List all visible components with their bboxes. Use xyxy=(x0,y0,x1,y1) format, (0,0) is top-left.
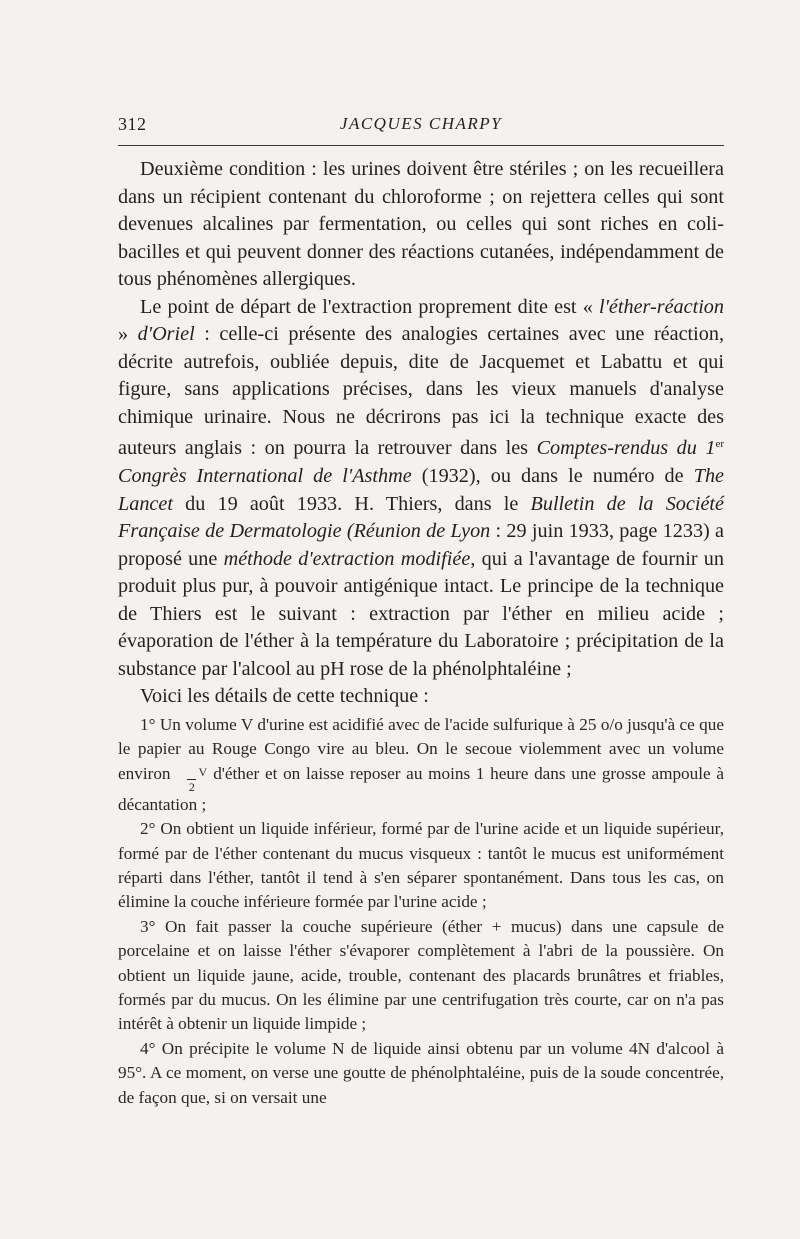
step-1 xyxy=(118,713,724,817)
text-run: : celle-ci présente des analogies certaines avec une réaction, décrite autrefois, oubliée depuis, dite de Jacquemet et Labattu et qui figure, sans applications précises, dans les vieux manuels d'analyse chimique urinaire. Nous ne décrirons pas ici la technique exacte des auteurs anglais : on pourra la retrouver dans les xyxy=(118,323,725,460)
text-run-italic: Bulletin de la Société Française de Dermatologie (Réunion de Lyon xyxy=(118,492,724,543)
fraction-numerator: V xyxy=(198,764,208,779)
technique-steps xyxy=(118,713,724,1110)
page-number: 312 xyxy=(118,114,147,134)
page-header xyxy=(118,114,724,142)
text-run: » xyxy=(118,323,138,346)
text-run: , qui a l'avantage de fournir un produit plus pur, à pouvoir antigénique intact. Le principe de la technique de Thiers est le suivant : extraction par l'éther en milieu acide ; évaporation de l'éther à la température du Laboratoire ; précipitation de la substance par l'alcool au pH rose de la phénolphtaléine ; xyxy=(118,547,724,680)
text-run-italic: l'éther-réaction xyxy=(599,295,724,318)
main-text xyxy=(118,156,724,711)
text-run: (1932), ou dans le numéro de xyxy=(411,465,694,488)
text-run-italic: méthode d'extraction modifiée xyxy=(223,547,471,570)
paragraph-3: Voici les détails de cette technique : xyxy=(140,685,429,708)
text-run-italic: d'Oriel xyxy=(137,323,195,346)
text-run: : 29 juin 1933, page 1233) a proposé une xyxy=(118,520,724,570)
superscript: er xyxy=(715,438,724,451)
step-4: 4° On précipite le volume N de liquide ainsi obtenu par un volume 4N d'alcool à 95°. A ce moment, on verse une goutte de phénolphtaléine, puis de la soude concentrée, de façon que, si on versait une xyxy=(118,1038,724,1107)
text-run-italic: Comptes-rendus du 1 xyxy=(536,437,716,460)
paragraph-1: Deuxième condition : les urines doivent être stériles ; on les recueillera dans un récipient contenant du chloroforme ; on rejettera celles qui sont devenues alcalines par fermentation, ou celles qui sont riches en coli-bacilles et qui peuvent donner des réactions cutanées, indépendamment de tous phénomènes allergiques. xyxy=(118,158,724,291)
running-head: JACQUES CHARPY xyxy=(339,114,503,133)
fraction-denominator: 2 xyxy=(188,779,195,794)
header-rule xyxy=(118,145,724,146)
text-run-italic: Congrès International de l'Asthme xyxy=(118,465,412,488)
text-run: du 19 août 1933. H. Thiers, dans le xyxy=(172,492,531,515)
text-run: 1° Un volume V d'urine est acidifié avec de l'acide sulfurique à 25 o/o jusqu'à ce que le papier au Rouge Congo vire au bleu. On le secoue violemment avec un volume environ xyxy=(118,715,724,783)
text-run: d'éther et on laisse reposer au moins 1 heure dans une grosse ampoule à décantation ; xyxy=(118,763,724,814)
text-run-italic: The Lancet xyxy=(118,465,724,515)
step-2: 2° On obtient un liquide inférieur, formé par de l'urine acide et un liquide supérieur, formé par de l'éther contenant du mucus visqueux : tantôt le mucus est uniformément réparti dans l'éther, tantôt il tend à s'en séparer spontanément. Dans tous les cas, on élimine la couche inférieure formée par l'urine acide ; xyxy=(118,819,724,912)
fraction xyxy=(177,766,208,793)
step-3: 3° On fait passer la couche supérieure (éther + mucus) dans une capsule de porcelaine et on laisse l'éther s'évaporer complètement à l'abri de la poussière. On obtient un liquide jaune, acide, trouble, contenant des placards brunâtres et friables, formés par du mucus. On les élimine par une centrifugation très courte, car on n'a pas intérêt à obtenir un liquide limpide ; xyxy=(118,916,724,1034)
text-run: Le point de départ de l'extraction proprement dite est « xyxy=(140,295,599,318)
paragraph-2 xyxy=(118,294,724,684)
